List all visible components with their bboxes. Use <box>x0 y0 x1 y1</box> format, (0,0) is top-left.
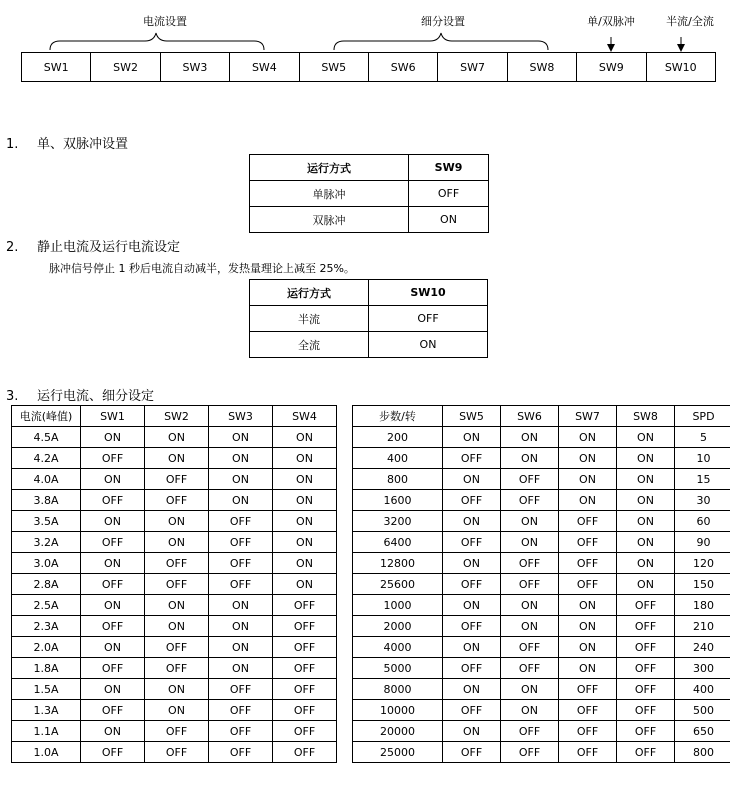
table-row <box>250 306 488 332</box>
table-cell: ON <box>617 427 675 448</box>
table-cell: OFF <box>443 448 501 469</box>
table-cell: 全流 <box>250 332 369 358</box>
switch-cell-sw5: SW5 <box>299 53 368 82</box>
table-cell: ON <box>443 721 501 742</box>
pulse-mode-table <box>249 154 489 233</box>
table-cell: OFF <box>409 181 489 207</box>
table-cell: OFF <box>501 742 559 763</box>
table-cell: OFF <box>209 700 273 721</box>
table-cell: 1.5A <box>12 679 81 700</box>
table-row <box>353 742 730 763</box>
table-cell: ON <box>617 448 675 469</box>
switch-cell-sw1: SW1 <box>22 53 91 82</box>
table-cell: 120 <box>675 553 730 574</box>
table-cell: OFF <box>81 574 145 595</box>
table-row <box>12 469 337 490</box>
column-header: SW4 <box>273 406 337 427</box>
table-row <box>353 511 730 532</box>
table-row <box>12 700 337 721</box>
table-cell: OFF <box>443 700 501 721</box>
table-cell: ON <box>617 574 675 595</box>
table-row <box>12 637 337 658</box>
table-cell: OFF <box>617 637 675 658</box>
table-cell: OFF <box>145 721 209 742</box>
bracket-microstep <box>334 33 548 50</box>
table-cell: ON <box>409 207 489 233</box>
table-cell: ON <box>443 469 501 490</box>
table-row <box>12 595 337 616</box>
table-cell: ON <box>81 427 145 448</box>
table-cell: OFF <box>559 742 617 763</box>
table-cell: OFF <box>369 306 488 332</box>
table-row <box>353 637 730 658</box>
table-cell: ON <box>273 532 337 553</box>
table-cell: 1.8A <box>12 658 81 679</box>
column-header: SW8 <box>617 406 675 427</box>
table-cell: 15 <box>675 469 730 490</box>
table-cell: ON <box>559 490 617 511</box>
table-row <box>353 700 730 721</box>
table-cell: 30 <box>675 490 730 511</box>
table-cell: ON <box>501 532 559 553</box>
table-row <box>12 742 337 763</box>
table-cell: ON <box>209 595 273 616</box>
table-cell: 1600 <box>353 490 443 511</box>
table-row <box>12 574 337 595</box>
switch-cell-sw9: SW9 <box>577 53 646 82</box>
table-cell: ON <box>145 448 209 469</box>
table-cell: ON <box>209 469 273 490</box>
table-cell: ON <box>559 658 617 679</box>
table-cell: ON <box>617 532 675 553</box>
table-cell: OFF <box>617 616 675 637</box>
table-cell: OFF <box>273 721 337 742</box>
table-cell: OFF <box>617 595 675 616</box>
table-cell: 3.5A <box>12 511 81 532</box>
table-cell: ON <box>209 427 273 448</box>
table-cell: 10000 <box>353 700 443 721</box>
table-cell: OFF <box>81 658 145 679</box>
table-row <box>353 427 730 448</box>
table-cell: ON <box>501 448 559 469</box>
table-cell: 800 <box>353 469 443 490</box>
table-row <box>353 553 730 574</box>
section-2-note: 脉冲信号停止 1 秒后电流自动减半，发热量理论上减至 25%。 <box>49 262 355 275</box>
table-cell: 3.8A <box>12 490 81 511</box>
table-cell: ON <box>145 427 209 448</box>
table-cell: 500 <box>675 700 730 721</box>
table-cell: 3.0A <box>12 553 81 574</box>
table-cell: ON <box>443 553 501 574</box>
table-row <box>12 679 337 700</box>
table-cell: OFF <box>559 511 617 532</box>
table-cell: ON <box>209 616 273 637</box>
table-cell: 2.0A <box>12 637 81 658</box>
table-cell: OFF <box>443 616 501 637</box>
header-row <box>250 155 489 181</box>
table-cell: OFF <box>81 448 145 469</box>
table-cell: 2000 <box>353 616 443 637</box>
table-cell: 400 <box>353 448 443 469</box>
table-cell: OFF <box>559 532 617 553</box>
column-header: SW9 <box>409 155 489 181</box>
table-row <box>353 658 730 679</box>
table-row <box>12 511 337 532</box>
table-cell: 双脉冲 <box>250 207 409 233</box>
table-row <box>353 721 730 742</box>
section-3-title: 3. 运行电流、细分设定 <box>6 389 155 404</box>
table-cell: OFF <box>559 553 617 574</box>
table-cell: ON <box>559 448 617 469</box>
table-cell: OFF <box>273 616 337 637</box>
group-label-current: 电流设置 <box>143 15 187 28</box>
group-label-pulse-mode: 单/双脉冲 <box>587 15 635 28</box>
table-cell: ON <box>501 700 559 721</box>
table-row <box>12 616 337 637</box>
table-cell: OFF <box>501 469 559 490</box>
table-cell: ON <box>617 511 675 532</box>
table-cell: ON <box>443 679 501 700</box>
table-cell: ON <box>617 469 675 490</box>
table-cell: ON <box>273 448 337 469</box>
table-cell: OFF <box>273 595 337 616</box>
table-row <box>353 616 730 637</box>
table-cell: ON <box>443 637 501 658</box>
section-1-title: 1. 单、双脉冲设置 <box>6 137 129 152</box>
table-cell: OFF <box>209 679 273 700</box>
column-header: 步数/转 <box>353 406 443 427</box>
table-row <box>353 448 730 469</box>
table-cell: ON <box>559 427 617 448</box>
column-header: 运行方式 <box>250 155 409 181</box>
table-cell: OFF <box>443 658 501 679</box>
table-cell: ON <box>145 616 209 637</box>
table-cell: ON <box>559 637 617 658</box>
bracket-current <box>50 33 264 50</box>
table-cell: OFF <box>209 721 273 742</box>
table-cell: OFF <box>559 721 617 742</box>
table-cell: OFF <box>501 574 559 595</box>
table-cell: ON <box>443 595 501 616</box>
table-cell: OFF <box>145 574 209 595</box>
table-cell: ON <box>273 427 337 448</box>
table-cell: 5000 <box>353 658 443 679</box>
switch-cell-sw4: SW4 <box>230 53 299 82</box>
table-cell: ON <box>617 553 675 574</box>
column-header: SW3 <box>209 406 273 427</box>
table-cell: 60 <box>675 511 730 532</box>
table-cell: ON <box>145 511 209 532</box>
table-cell: OFF <box>81 742 145 763</box>
table-cell: 4000 <box>353 637 443 658</box>
table-row <box>353 679 730 700</box>
table-row <box>12 553 337 574</box>
table-cell: ON <box>273 469 337 490</box>
section-2-title: 2. 静止电流及运行电流设定 <box>6 240 181 255</box>
table-cell: OFF <box>145 742 209 763</box>
table-cell: ON <box>501 679 559 700</box>
arrow-down-icon <box>607 37 615 52</box>
column-header: SW1 <box>81 406 145 427</box>
table-row <box>12 658 337 679</box>
table-cell: 2.5A <box>12 595 81 616</box>
switch-cell-sw7: SW7 <box>438 53 507 82</box>
table-cell: OFF <box>81 616 145 637</box>
table-cell: OFF <box>617 721 675 742</box>
table-cell: ON <box>273 553 337 574</box>
table-cell: ON <box>81 595 145 616</box>
table-row <box>250 332 488 358</box>
table-cell: ON <box>81 721 145 742</box>
table-cell: OFF <box>209 511 273 532</box>
table-row <box>250 181 489 207</box>
column-header: SW7 <box>559 406 617 427</box>
table-cell: OFF <box>273 658 337 679</box>
table-cell: ON <box>81 511 145 532</box>
switch-strip <box>21 52 716 82</box>
arrow-down-icon <box>677 37 685 52</box>
table-cell: ON <box>81 679 145 700</box>
table-cell: 25000 <box>353 742 443 763</box>
table-cell: OFF <box>145 658 209 679</box>
table-row <box>353 532 730 553</box>
table-cell: ON <box>273 574 337 595</box>
group-label-microstep: 细分设置 <box>421 15 465 28</box>
column-header: SPD <box>675 406 730 427</box>
table-cell: OFF <box>617 700 675 721</box>
table-cell: OFF <box>443 532 501 553</box>
table-cell: OFF <box>501 553 559 574</box>
table-cell: 800 <box>675 742 730 763</box>
table-cell: 25600 <box>353 574 443 595</box>
table-cell: ON <box>145 679 209 700</box>
switch-cell-sw6: SW6 <box>368 53 437 82</box>
table-cell: 650 <box>675 721 730 742</box>
table-row <box>12 721 337 742</box>
table-cell: ON <box>209 637 273 658</box>
current-mode-table <box>249 279 488 358</box>
table-row <box>12 448 337 469</box>
table-cell: ON <box>501 595 559 616</box>
table-row <box>353 574 730 595</box>
header-row <box>12 406 337 427</box>
table-cell: ON <box>443 511 501 532</box>
table-cell: OFF <box>443 574 501 595</box>
table-cell: 200 <box>353 427 443 448</box>
table-cell: ON <box>145 532 209 553</box>
table-cell: 300 <box>675 658 730 679</box>
table-cell: OFF <box>443 490 501 511</box>
table-cell: ON <box>209 448 273 469</box>
table-row <box>12 490 337 511</box>
table-cell: 单脉冲 <box>250 181 409 207</box>
table-cell: OFF <box>273 742 337 763</box>
table-cell: ON <box>559 616 617 637</box>
table-cell: OFF <box>559 679 617 700</box>
table-cell: 3.2A <box>12 532 81 553</box>
table-cell: 20000 <box>353 721 443 742</box>
table-row <box>353 595 730 616</box>
table-cell: OFF <box>209 742 273 763</box>
column-header: SW2 <box>145 406 209 427</box>
table-cell: 6400 <box>353 532 443 553</box>
table-cell: OFF <box>209 532 273 553</box>
table-row <box>353 490 730 511</box>
table-cell: 1.0A <box>12 742 81 763</box>
microstep-setting-table <box>352 405 730 763</box>
table-cell: 240 <box>675 637 730 658</box>
header-row <box>353 406 730 427</box>
table-cell: 8000 <box>353 679 443 700</box>
switch-cell-sw2: SW2 <box>91 53 160 82</box>
table-cell: OFF <box>501 721 559 742</box>
table-cell: 1.3A <box>12 700 81 721</box>
table-cell: ON <box>501 427 559 448</box>
group-brackets <box>0 0 730 60</box>
table-cell: OFF <box>209 553 273 574</box>
table-cell: ON <box>81 637 145 658</box>
table-row <box>12 427 337 448</box>
table-cell: OFF <box>617 658 675 679</box>
table-cell: 4.0A <box>12 469 81 490</box>
table-cell: 400 <box>675 679 730 700</box>
table-cell: OFF <box>617 679 675 700</box>
table-cell: ON <box>617 490 675 511</box>
current-setting-table <box>11 405 337 763</box>
header-row <box>250 280 488 306</box>
column-header: 电流(峰值) <box>12 406 81 427</box>
group-label-half-full: 半流/全流 <box>666 15 714 28</box>
table-cell: 2.8A <box>12 574 81 595</box>
table-cell: ON <box>145 595 209 616</box>
switch-cell-sw3: SW3 <box>160 53 229 82</box>
table-cell: OFF <box>81 700 145 721</box>
table-cell: ON <box>273 511 337 532</box>
table-cell: 90 <box>675 532 730 553</box>
column-header: SW6 <box>501 406 559 427</box>
table-cell: 3200 <box>353 511 443 532</box>
table-cell: OFF <box>145 553 209 574</box>
table-cell: 210 <box>675 616 730 637</box>
table-row <box>250 207 489 233</box>
table-cell: OFF <box>81 490 145 511</box>
table-cell: 半流 <box>250 306 369 332</box>
table-cell: ON <box>273 490 337 511</box>
table-cell: 12800 <box>353 553 443 574</box>
table-cell: ON <box>443 427 501 448</box>
switch-cell-sw8: SW8 <box>507 53 576 82</box>
table-cell: 2.3A <box>12 616 81 637</box>
table-cell: OFF <box>559 574 617 595</box>
table-row <box>353 469 730 490</box>
table-cell: OFF <box>145 490 209 511</box>
table-cell: OFF <box>145 637 209 658</box>
table-cell: ON <box>369 332 488 358</box>
table-cell: OFF <box>81 532 145 553</box>
table-cell: OFF <box>145 469 209 490</box>
table-row <box>12 532 337 553</box>
table-cell: OFF <box>501 637 559 658</box>
table-cell: OFF <box>273 679 337 700</box>
column-header: SW10 <box>369 280 488 306</box>
column-header: 运行方式 <box>250 280 369 306</box>
table-cell: 5 <box>675 427 730 448</box>
table-cell: OFF <box>501 490 559 511</box>
switch-cell-sw10: SW10 <box>646 53 715 82</box>
table-cell: ON <box>501 511 559 532</box>
table-cell: ON <box>81 553 145 574</box>
table-cell: OFF <box>501 658 559 679</box>
table-cell: 10 <box>675 448 730 469</box>
table-cell: OFF <box>209 574 273 595</box>
table-cell: OFF <box>559 700 617 721</box>
table-cell: 4.2A <box>12 448 81 469</box>
column-header: SW5 <box>443 406 501 427</box>
table-cell: ON <box>559 469 617 490</box>
table-cell: ON <box>209 490 273 511</box>
table-cell: ON <box>559 595 617 616</box>
table-cell: 4.5A <box>12 427 81 448</box>
table-cell: ON <box>145 700 209 721</box>
table-cell: ON <box>209 658 273 679</box>
table-cell: 1.1A <box>12 721 81 742</box>
table-cell: OFF <box>273 637 337 658</box>
table-cell: 150 <box>675 574 730 595</box>
table-cell: OFF <box>443 742 501 763</box>
table-cell: ON <box>501 616 559 637</box>
table-cell: 1000 <box>353 595 443 616</box>
table-cell: ON <box>81 469 145 490</box>
table-cell: OFF <box>273 700 337 721</box>
table-cell: OFF <box>617 742 675 763</box>
table-cell: 180 <box>675 595 730 616</box>
